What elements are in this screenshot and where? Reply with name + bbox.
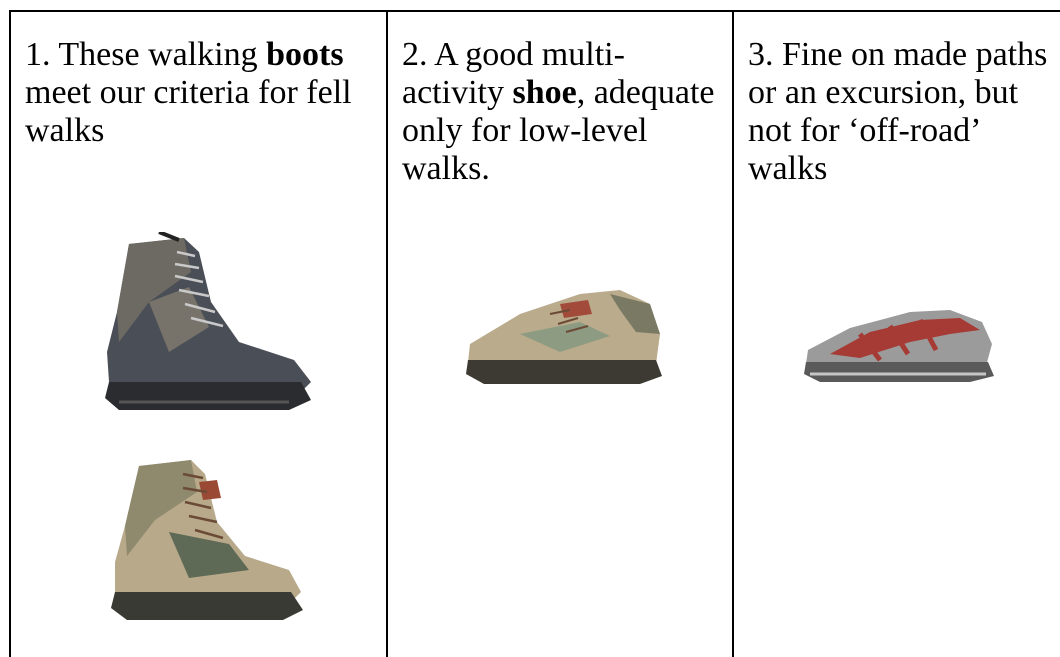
tan-hiking-boot-image [99,452,309,627]
comparison-table [9,10,1060,657]
cell-2-number: 2. [402,36,435,73]
cell-boots [11,12,388,657]
cell-trail-trainer [734,12,1060,657]
cell-1-bold: boots [266,36,344,73]
cell-1-text-a: These walking [58,36,267,73]
cell-1-caption [25,36,378,150]
tan-low-shoe-image [460,274,670,399]
cell-2-text-a: A good multi-activity [402,36,625,111]
red-grey-trainer-image [800,294,1000,394]
dark-hiking-boot-image [89,232,319,417]
cell-multi-activity-shoe [388,12,734,657]
cell-2-text-b: , adequate only for low-level walks. [402,74,715,187]
cell-2-caption [402,36,724,188]
cell-1-number: 1. [25,36,59,73]
cell-3-text-a: Fine on made paths or an excursion, but not for ‘off-road’ walks [748,36,1048,187]
cell-3-number: 3. [748,36,782,73]
cell-3-caption [748,36,1054,188]
cell-1-text-b: meet our criteria for fell walks [25,74,352,149]
cell-2-bold: shoe [512,74,577,111]
